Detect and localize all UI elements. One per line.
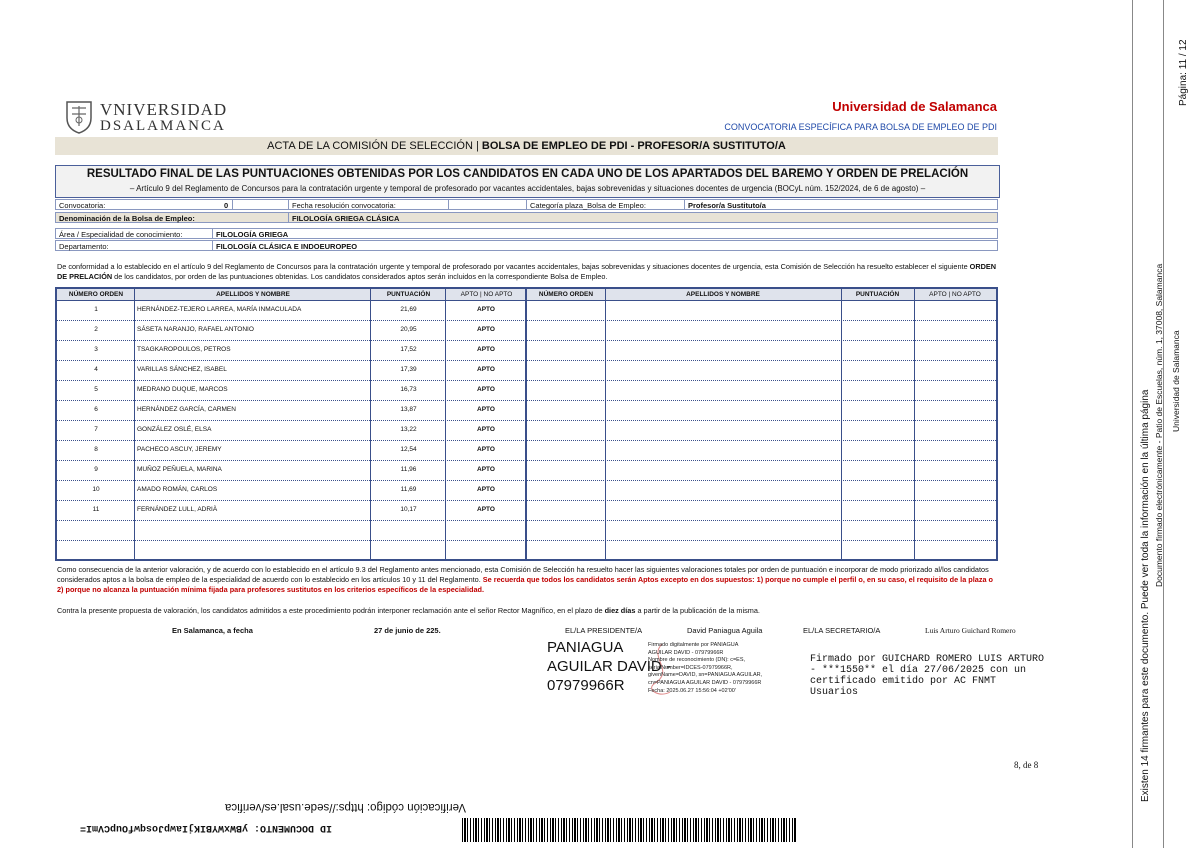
sig-right-line2: - ***1550** el día 27/06/2025 con un xyxy=(810,665,1027,676)
cell-puntuacion: 17,39 xyxy=(400,366,417,373)
conclusion-warning: Se recuerda que todos los candidatos serán Aptos excepto en dos supuestos: 1) porque no cumple el perfil o, en su caso, el requisito de la plaza o 2) porque no alcanza la puntuación mínima fijada para profesores sustitutos en los criterios específicos de la especialidad. xyxy=(57,575,994,594)
sig-detail-line: Fecha: 2025.06.27 15:56:04 +02'00' xyxy=(648,687,736,694)
area-label: Área / Especialidad de conocimiento: xyxy=(59,230,183,239)
claim-text1: Contra la presente propuesta de valoración, los candidatos admitidos a este procedimiento podrán interponer reclamación ante el señor Rector Magnífico, en el plazo de xyxy=(57,606,605,615)
denominacion-value: FILOLOGÍA GRIEGA CLÁSICA xyxy=(292,214,400,223)
th-puntuacion-right: PUNTUACIÓN xyxy=(855,291,900,298)
cell-nombre: MUÑOZ PEÑUELA, MARINA xyxy=(137,466,222,473)
cell-puntuacion: 11,69 xyxy=(400,486,417,493)
cell-puntuacion: 17,52 xyxy=(400,346,417,353)
sig-detail-line: Firmado digitalmente por PANIAGUA xyxy=(648,642,739,648)
document-id: ID DOCUMENTO: yBWxWYBIKjIawpJosqwfOupCVmI= xyxy=(80,822,333,833)
th-apto-left: APTO | NO APTO xyxy=(460,291,513,298)
president-name: David Paniagua Aguila xyxy=(687,626,763,635)
cell-numero: 9 xyxy=(94,466,98,473)
signature-date: 27 de junio de 225. xyxy=(374,626,441,635)
signature-place: En Salamanca, a fecha xyxy=(172,626,253,635)
intro-bold: ORDEN DE PRELACIÓN xyxy=(57,262,997,281)
th-numero-right: NÚMERO ORDEN xyxy=(538,291,594,298)
sig-right-line4: Usuarios xyxy=(810,687,859,698)
sig-right-line1: Firmado por GUICHARD ROMERO LUIS ARTURO xyxy=(810,654,1045,665)
sidebar-divider xyxy=(1132,0,1133,848)
fecha-label: Fecha resolución convocatoria: xyxy=(292,201,396,210)
cell-apto: APTO xyxy=(477,466,495,473)
cell-numero: 1 xyxy=(94,306,98,313)
intro-text1: De conformidad a lo establecido en el artículo 9 del Reglamento de Concursos para la contratación urgente y temporal de profesorado por vacantes accidentales, bajas sobrevenidas y situaciones docentes de urgencia, esta Comisión de Selección ha resuelto establecer el siguiente xyxy=(57,262,970,271)
denominacion-label: Denominación de la Bolsa de Empleo: xyxy=(59,214,195,223)
cell-nombre: FERNÁNDEZ LULL, ADRIÀ xyxy=(137,506,218,513)
secretary-label: EL/LA SECRETARIO/A xyxy=(803,626,881,635)
info-row-area xyxy=(55,228,998,239)
sig-detail-line: givenName=DAVID, sn=PANIAGUA AGUILAR, xyxy=(648,672,763,679)
cell-nombre: HERNÁNDEZ GARCÍA, CARMEN xyxy=(137,406,236,413)
conclusion-paragraph xyxy=(57,565,997,595)
cell-apto: APTO xyxy=(477,346,495,353)
convocatoria-value: 0 xyxy=(224,201,229,210)
cell-apto: APTO xyxy=(477,386,495,393)
categoria-value: Profesor/a Sustituto/a xyxy=(688,201,766,210)
th-puntuacion-left: PUNTUACIÓN xyxy=(386,291,431,298)
result-heading-box xyxy=(55,165,1000,198)
acta-title-bar xyxy=(55,137,998,155)
cell-numero: 2 xyxy=(94,326,98,333)
claim-bold: diez días xyxy=(604,606,636,615)
sig-detail-line: AGUILAR DAVID - 07979966R xyxy=(648,649,724,656)
cell-puntuacion: 11,96 xyxy=(400,466,417,473)
sig-detail-line: cn=PANIAGUA AGUILAR DAVID - 07979966R xyxy=(648,679,762,686)
document-signed-vertical: Documento firmado electrónicamente - Patio de Escuelas, núm. 1, 37008, Salamanca xyxy=(1154,263,1164,587)
cell-nombre: GONZÁLEZ OSLÉ, ELSA xyxy=(137,426,212,433)
acta-bold: BOLSA DE EMPLEO DE PDI - PROFESOR/A SUSTITUTO/A xyxy=(481,140,786,152)
cell-nombre: TSAGKAROPOULOS, PETROS xyxy=(137,346,231,353)
logo-text-line1: VNIVERSIDAD xyxy=(100,100,228,119)
cell-numero: 5 xyxy=(94,386,98,393)
cell-nombre: SÁSETA NARANJO, RAFAEL ANTONIO xyxy=(137,326,254,333)
cell-numero: 11 xyxy=(92,506,100,513)
th-nombre-right: APELLIDOS Y NOMBRE xyxy=(686,291,760,298)
page-number-vertical: Página: 11 / 12 xyxy=(1178,39,1189,106)
claim-paragraph xyxy=(57,606,997,616)
university-vertical: Universidad de Salamanca xyxy=(1171,330,1181,432)
cell-puntuacion: 13,87 xyxy=(400,406,417,413)
cell-nombre: MEDRANO DUQUE, MARCOS xyxy=(137,386,228,393)
sig-big3: 07979966R xyxy=(547,677,625,694)
university-title: Universidad de Salamanca xyxy=(832,99,997,114)
signers-notice-vertical: Existen 14 firmantes para este documento. Puede ver toda la información en la última página xyxy=(1140,389,1151,802)
categoria-label: Categoría plaza_Bolsa de Empleo: xyxy=(530,201,646,210)
page-note: 8, de 8 xyxy=(1014,760,1039,770)
info-row-departamento xyxy=(55,240,998,251)
conclusion-text: Como consecuencia de la anterior valoración, y de acuerdo con lo establecido en el artículo 9.3 del Reglamento antes mencionado, esta Comisión de Selección ha resuelto hacer las siguientes valoraciones totales por orden de puntuación e incorporar de modo priorizado al/los candidatos considerados aptos a la bolsa de empleo de la especialidad de acuerdo con lo establecido en los artículos 10 y 11 del Reglamento. xyxy=(57,565,989,584)
sig-detail-line: Nombre de reconocimiento (DN): c=ES, xyxy=(648,657,746,664)
secretary-name: Luis Arturo Guichard Romero xyxy=(925,626,1016,635)
departamento-value: FILOLOGÍA CLÁSICA E INDOEUROPEO xyxy=(216,242,358,251)
cell-apto: APTO xyxy=(477,446,495,453)
cell-puntuacion: 12,54 xyxy=(400,446,417,453)
crest-icon xyxy=(64,98,94,134)
convocatoria-title: CONVOCATORIA ESPECÍFICA PARA BOLSA DE EMPLEO DE PDI xyxy=(724,122,997,132)
barcode xyxy=(462,818,797,842)
ranking-table xyxy=(55,287,998,561)
acta-prefix: ACTA DE LA COMISIÓN DE SELECCIÓN | xyxy=(267,140,482,152)
sig-detail-line: serialNumber=IDCES-07979966R, xyxy=(648,664,733,671)
cell-apto: APTO xyxy=(477,426,495,433)
cell-apto: APTO xyxy=(477,366,495,373)
cell-apto: APTO xyxy=(477,506,495,513)
claim-text2: a partir de la publicación de la misma. xyxy=(635,606,760,615)
cell-nombre: HERNÁNDEZ-TEJERO LARREA, MARÍA INMACULADA xyxy=(137,306,302,313)
president-label: EL/LA PRESIDENTE/A xyxy=(565,626,643,635)
sig-right-line3: certificado emitido por AC FNMT xyxy=(810,676,997,687)
cell-nombre: PACHECO ASCUY, JEREMY xyxy=(137,446,222,453)
cell-nombre: AMADO ROMÁN, CARLOS xyxy=(137,486,218,493)
th-numero-left: NÚMERO ORDEN xyxy=(68,291,124,298)
th-apto-right: APTO | NO APTO xyxy=(929,291,981,298)
cell-puntuacion: 16,73 xyxy=(400,386,417,393)
cell-puntuacion: 10,17 xyxy=(400,506,417,513)
area-value: FILOLOGÍA GRIEGA xyxy=(216,230,289,239)
cell-puntuacion: 21,69 xyxy=(400,306,417,313)
verification-code[interactable]: Verificación código: https://sede.usal.es/verifica xyxy=(225,801,466,813)
cell-numero: 8 xyxy=(94,446,98,453)
result-title: RESULTADO FINAL DE LAS PUNTUACIONES OBTENIDAS POR LOS CANDIDATOS EN CADA UNO DE LOS APARTADOS DEL BAREMO Y ORDEN DE PRELACIÓN xyxy=(86,168,969,180)
sig-big1: PANIAGUA xyxy=(547,639,624,656)
cell-puntuacion: 13,22 xyxy=(400,426,417,433)
info-row-denominacion xyxy=(55,212,998,223)
cell-numero: 3 xyxy=(94,346,98,353)
digital-signature-secretary xyxy=(810,654,1044,698)
departamento-label: Departamento: xyxy=(59,242,109,251)
cell-numero: 4 xyxy=(94,366,98,373)
cell-numero: 6 xyxy=(94,406,98,413)
sig-big2: AGUILAR DAVID - xyxy=(547,658,671,675)
logo-text-line2: DSALAMANCA xyxy=(100,118,226,134)
digital-signature-details xyxy=(648,642,762,695)
intro-paragraph xyxy=(57,262,997,282)
cell-nombre: VARILLAS SÁNCHEZ, ISABEL xyxy=(137,366,227,373)
intro-text2: de los candidatos, por orden de las puntuaciones obtenidas. Los candidatos considerados aptos serán incluidos en la correspondiente Bolsa de Empleo. xyxy=(112,272,608,281)
university-logo xyxy=(64,96,244,140)
result-subtitle: – Artículo 9 del Reglamento de Concursos para la contratación urgente y temporal de profesorado por vacantes accidentales, bajas sobrevenidas y situaciones docentes de urgencia (BOCyL núm. 152/2024, de 6 de agosto) – xyxy=(129,184,926,193)
cell-apto: APTO xyxy=(477,486,495,493)
cell-numero: 7 xyxy=(94,426,98,433)
convocatoria-label: Convocatoria: xyxy=(59,201,106,210)
cell-puntuacion: 20,95 xyxy=(400,326,417,333)
cell-apto: APTO xyxy=(477,306,495,313)
th-nombre-left: APELLIDOS Y NOMBRE xyxy=(216,291,290,298)
info-row-convocatoria xyxy=(55,199,998,210)
cell-apto: APTO xyxy=(477,326,495,333)
cell-numero: 10 xyxy=(92,486,100,493)
cell-apto: APTO xyxy=(477,406,495,413)
